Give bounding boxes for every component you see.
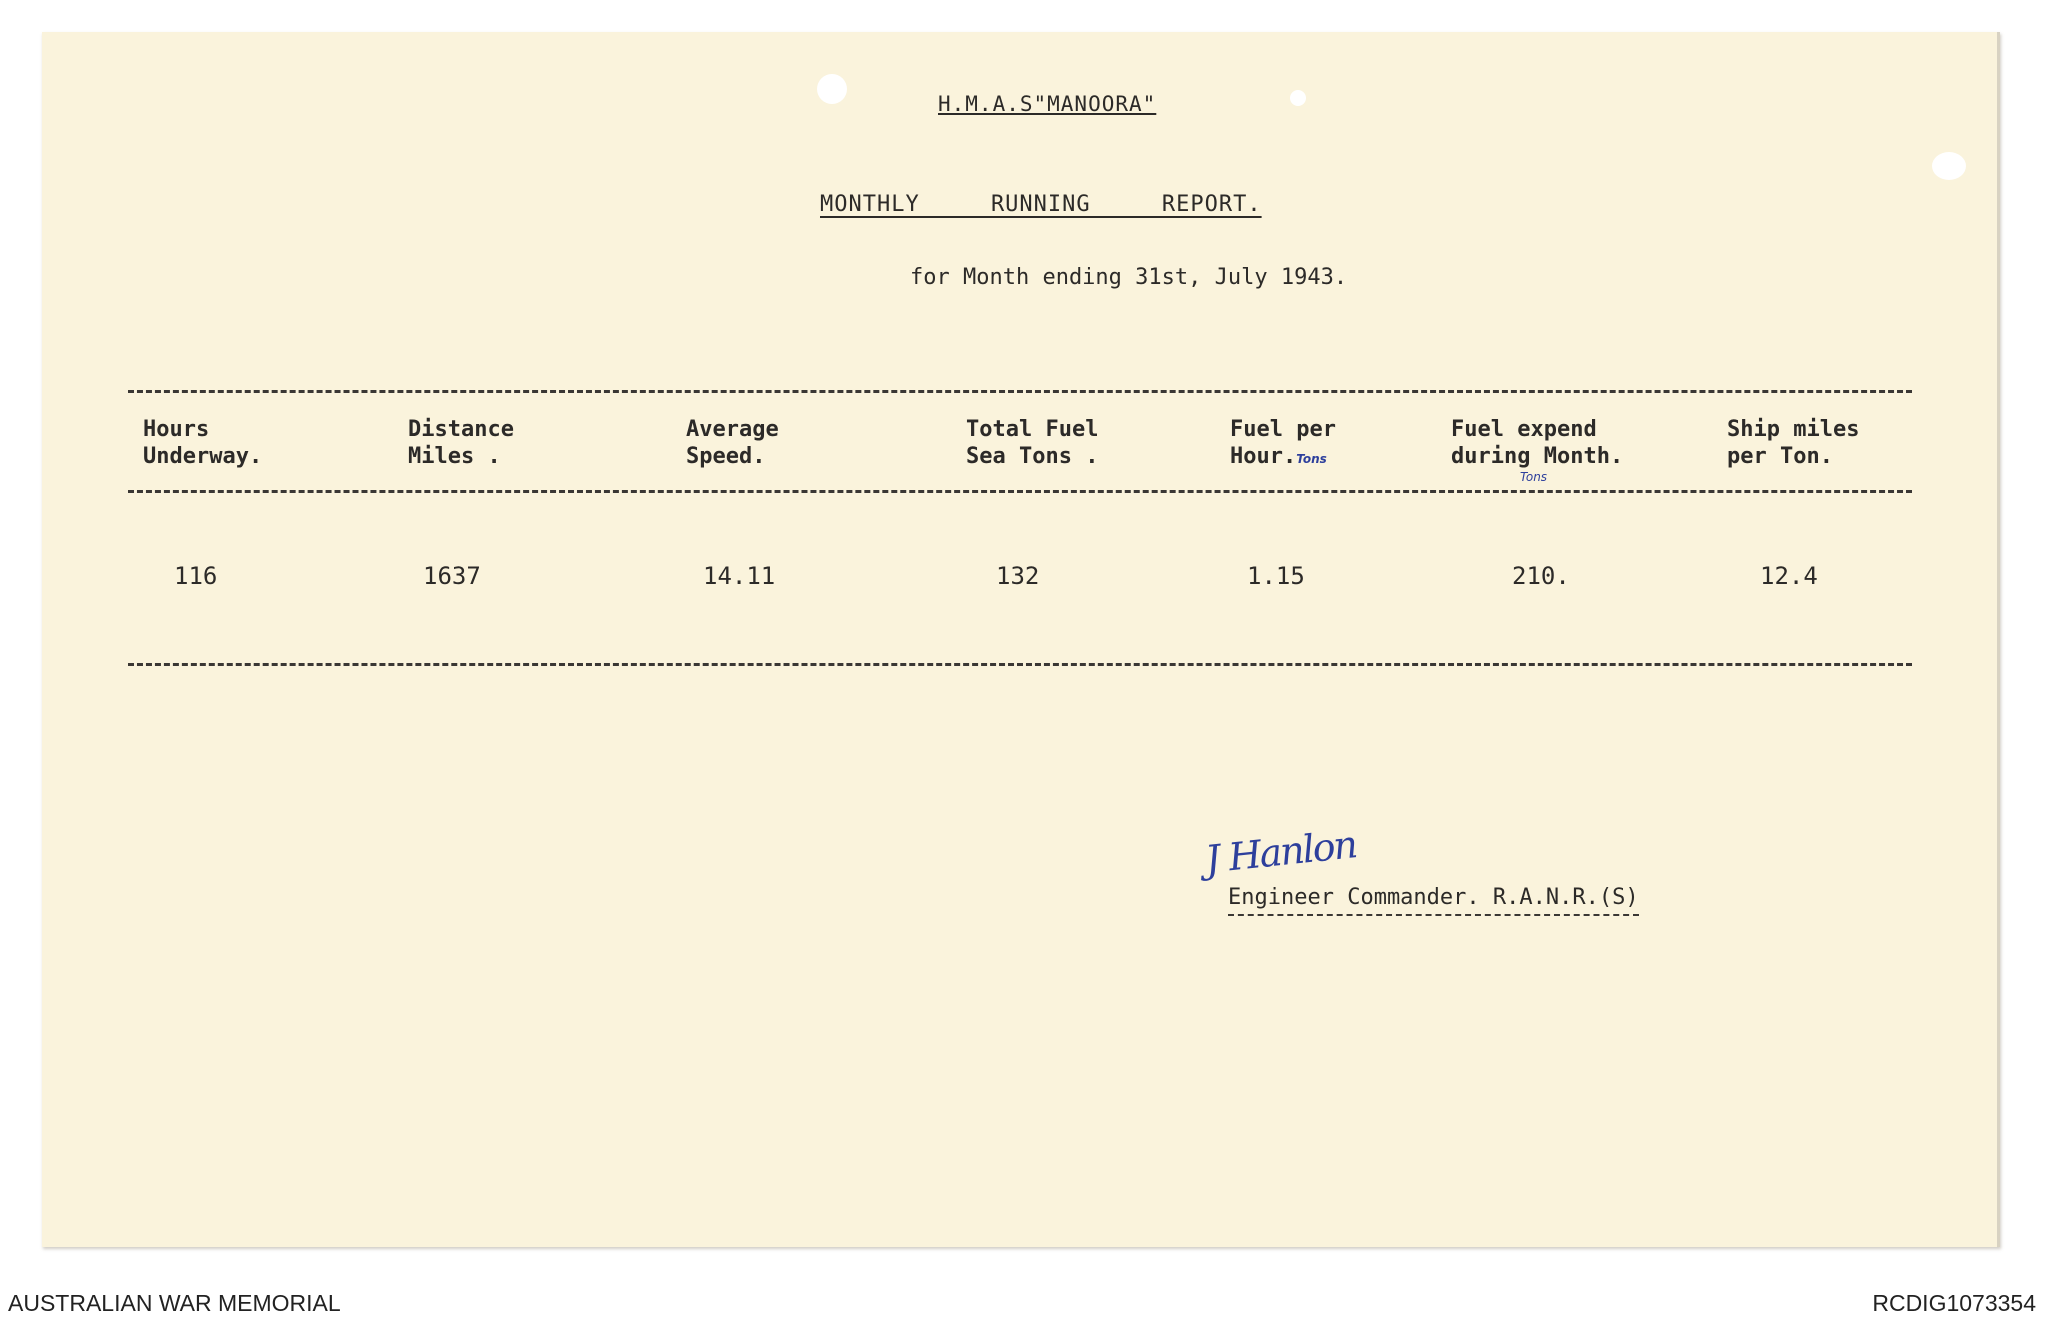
handwritten-tons: Tons xyxy=(1296,452,1327,466)
punch-hole xyxy=(817,74,847,104)
footer-institution: AUSTRALIAN WAR MEMORIAL xyxy=(8,1290,341,1316)
footer-record-id: RCDIG1073354 xyxy=(1872,1290,2036,1316)
punch-hole xyxy=(1290,90,1306,106)
cell-distance: 1637 xyxy=(423,562,481,590)
cell-speed: 14.11 xyxy=(703,562,776,590)
table-bottom-rule xyxy=(128,663,1912,666)
report-heading: MONTHLY RUNNING REPORT. xyxy=(820,192,1262,217)
handwritten-tons: Tons xyxy=(1520,470,1548,484)
col-header-fuel-per-hour: Fuel per Hour.Tons xyxy=(1230,417,1336,469)
signatory-title: Engineer Commander. R.A.N.R.(S) xyxy=(1228,885,1639,916)
col-header-distance: Distance Miles . xyxy=(408,417,514,469)
table-header-rule xyxy=(128,490,1912,493)
col-header-ship-miles: Ship miles per Ton. xyxy=(1727,417,1860,469)
col-header-speed: Average Speed. xyxy=(686,417,779,469)
cell-ship-miles: 12.4 xyxy=(1760,562,1818,590)
col-header-hours: Hours Underway. xyxy=(143,417,263,469)
signature: J Hanlon xyxy=(1203,822,1358,882)
col-header-total-fuel: Total Fuel Sea Tons . xyxy=(966,417,1099,469)
cell-hours: 116 xyxy=(174,562,218,590)
table-top-rule xyxy=(128,390,1912,393)
report-period: for Month ending 31st, July 1943. xyxy=(910,265,1348,290)
punch-hole xyxy=(1932,152,1966,180)
cell-fuel-expend: 210. xyxy=(1512,562,1570,590)
col-header-fuel-expend: Fuel expend during Month. xyxy=(1451,417,1624,469)
ship-title: H.M.A.S"MANOORA" xyxy=(938,92,1157,116)
cell-total-fuel: 132 xyxy=(996,562,1040,590)
cell-fuel-per-hour: 1.15 xyxy=(1247,562,1305,590)
